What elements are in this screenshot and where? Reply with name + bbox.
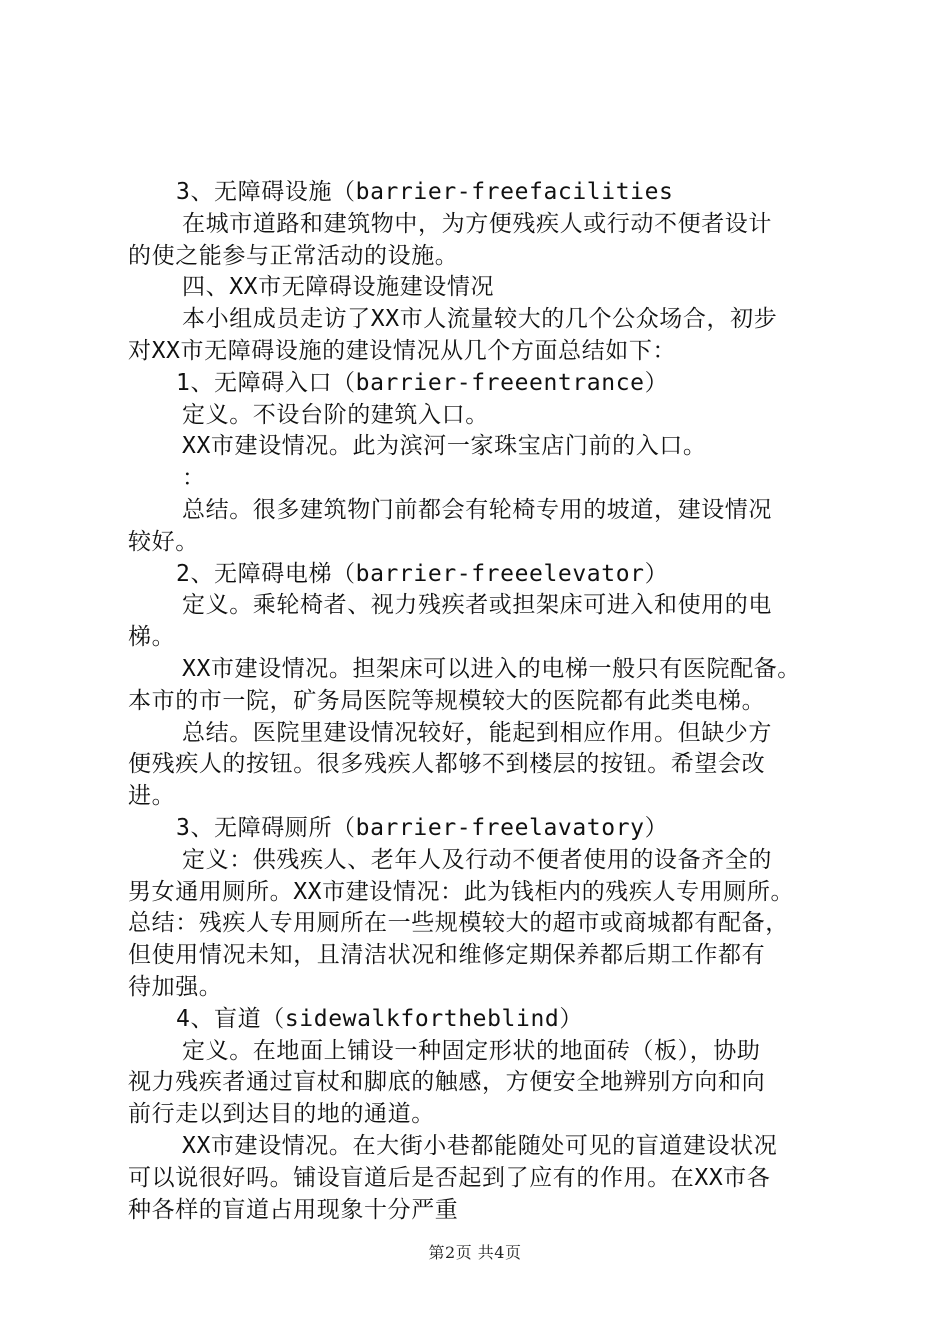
text-line: 在城市道路和建筑物中，为方便残疾人或行动不便者设计 xyxy=(182,210,772,237)
text-line: 男女通用厕所。XX市建设情况：此为钱柜内的残疾人专用厕所。 xyxy=(128,878,795,905)
subsection-heading: 1、无障碍入口（barrier-freeentrance） xyxy=(176,369,669,396)
text-line: 对XX市无障碍设施的建设情况从几个方面总结如下： xyxy=(128,337,677,364)
text-line: 视力残疾者通过盲杖和脚底的触感，方便安全地辨别方向和向 xyxy=(128,1069,766,1096)
text-line: 总结：残疾人专用厕所在一些规模较大的超市或商城都有配备， xyxy=(128,910,789,937)
text-line: 可以说很好吗。铺设盲道后是否起到了应有的作用。在XX市各 xyxy=(128,1164,771,1191)
text-line: 便残疾人的按钮。很多残疾人都够不到楼层的按钮。希望会改 xyxy=(128,751,766,778)
text-line: XX市建设情况。在大街小巷都能随处可见的盲道建设状况 xyxy=(182,1132,778,1159)
text-line: 进。 xyxy=(128,783,176,810)
text-line: 3、无障碍设施（barrier-freefacilities xyxy=(176,179,674,205)
text-line: 种各样的盲道占用现象十分严重 xyxy=(128,1196,459,1223)
page-number-footer: 第2页 共4页 xyxy=(428,1243,522,1262)
text-line: 本小组成员走访了XX市人流量较大的几个公众场合，初步 xyxy=(182,306,778,333)
subsection-heading: 4、盲道（sidewalkfortheblind） xyxy=(176,1005,583,1032)
text-line: 梯。 xyxy=(128,624,176,651)
text-line: 定义。在地面上铺设一种固定形状的地面砖（板），协助 xyxy=(182,1037,761,1064)
text-line: 但使用情况未知，且清洁状况和维修定期保养都后期工作都有 xyxy=(128,942,766,969)
text-line: 定义：供残疾人、老年人及行动不便者使用的设备齐全的 xyxy=(182,846,772,873)
section-heading: 四、XX市无障碍设施建设情况 xyxy=(182,274,495,301)
text-line: 总结。很多建筑物门前都会有轮椅专用的坡道，建设情况 xyxy=(182,496,772,523)
text-line: 定义。不设台阶的建筑入口。 xyxy=(182,401,489,428)
text-line: 较好。 xyxy=(128,528,199,555)
text-line: 待加强。 xyxy=(128,973,223,1000)
text-line: XX市建设情况。此为滨河一家珠宝店门前的入口。 xyxy=(182,433,707,460)
text-line: 定义。乘轮椅者、视力残疾者或担架床可进入和使用的电 xyxy=(182,592,772,619)
subsection-heading: 3、无障碍厕所（barrier-freelavatory） xyxy=(176,814,669,841)
text-line: 前行走以到达目的地的通道。 xyxy=(128,1101,435,1128)
subsection-heading: 2、无障碍电梯（barrier-freeelevator） xyxy=(176,560,669,587)
text-line: 本市的市一院，矿务局医院等规模较大的医院都有此类电梯。 xyxy=(128,687,766,714)
text-line: ： xyxy=(182,465,206,492)
body-text xyxy=(128,177,840,1226)
text-line: 总结。医院里建设情况较好，能起到相应作用。但缺少方 xyxy=(182,719,772,746)
text-line: XX市建设情况。担架床可以进入的电梯一般只有医院配备。 xyxy=(182,655,801,682)
text-line: 的使之能参与正常活动的设施。 xyxy=(128,242,459,269)
